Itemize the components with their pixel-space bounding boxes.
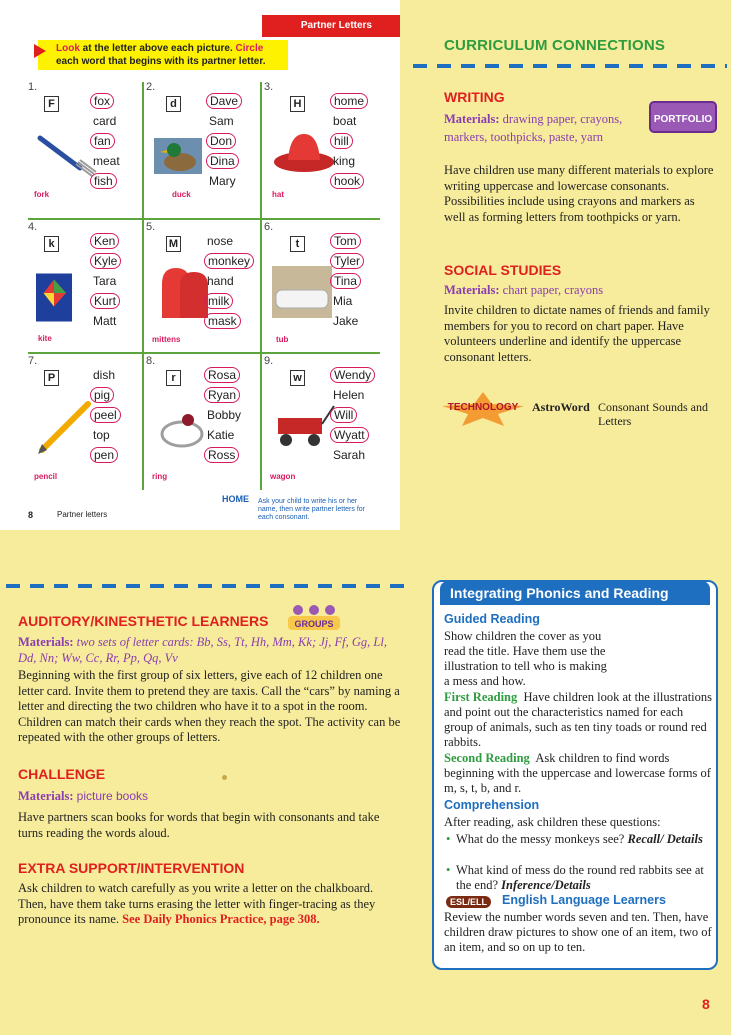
exercise-cell-8 [146,355,270,491]
picture-caption: fork [34,190,50,199]
word-list [90,232,150,332]
picture-caption: duck [172,190,191,199]
social-studies-body: Invite children to dictate names of friends and family members for you to record on chart paper. Have volunteers underline and identify the uppercase consonant letters. [444,303,710,364]
writing-heading: WRITING [444,89,505,105]
word-circled[interactable]: Ryan [204,386,264,406]
extra-support-heading: EXTRA SUPPORT/INTERVENTION [18,860,245,876]
partner-letter: P [44,370,59,386]
grid-divider [28,218,380,220]
groups-badge [286,602,342,632]
word-circled[interactable]: hill [330,132,390,152]
kite-picture [36,264,84,328]
english-learners-heading: English Language Learners [502,893,666,907]
word-circled[interactable]: Wyatt [330,426,390,446]
student-page-number: 8 [28,510,34,520]
comprehension-question-1: • What do the messy monkeys see? Recall/ Details [456,832,718,847]
picture-caption: hat [272,190,284,199]
extra-support-body: Ask children to watch carefully as you write a letter on the chalkboard. Then, have them take turns erasing the letter with finger-tracing as they pronounce its name. See Daily Phonics Practice, page 308. [18,881,376,926]
word-circled[interactable]: home [330,92,390,112]
guided-reading-body: Show children the cover as you read the title. Have them use the illustration to tell who is making a mess and how. [444,629,607,688]
page-folio: 8 [702,996,710,1012]
instruction-keyword-look: Look [56,43,80,54]
word-list [330,366,390,466]
partner-letter: r [166,370,181,386]
portfolio-badge-text: PORTFOLIO [653,114,713,125]
word-list [204,232,264,332]
picture-caption: ring [152,472,168,481]
auditory-kinesthetic-heading: AUDITORY/KINESTHETIC LEARNERS [18,613,269,629]
english-learners-body: Review the number words seven and ten. Then, have children draw pictures to show one of an item, two of an item, and so on up to ten. [444,910,712,954]
word[interactable]: Tara [93,274,117,288]
word-circled[interactable]: Kurt [90,292,150,312]
exercise-number: 8. [146,355,156,367]
home-badge: HOME [222,494,249,504]
picture-caption: kite [38,334,52,343]
word[interactable]: boat [333,114,357,128]
partner-letter: t [290,236,305,252]
word-circled[interactable]: Kyle [90,252,150,272]
word-circled[interactable]: fan [90,132,150,152]
word-circled[interactable]: fish [90,172,150,192]
daily-phonics-link[interactable]: See Daily Phonics Practice, page 308. [122,912,320,926]
instruction-keyword-circle: Circle [235,43,264,54]
exercise-cell-4 [28,221,152,357]
second-reading-heading: Second Reading [444,751,530,765]
picture-caption: pencil [34,472,58,481]
picture-caption: tub [276,335,289,344]
picture-caption: mittens [152,335,181,344]
exercise-cell-2 [146,81,270,217]
exercise-cell-6 [264,221,388,357]
social-studies-heading: SOCIAL STUDIES [444,262,562,278]
first-reading-paragraph: First Reading Have children look at the illustrations and point out the characteristics named for each group of animals, such as ten tiny toads or round red rabbits. [444,690,713,749]
partner-letter: H [290,96,305,112]
word-list [206,92,266,192]
exercise-cell-5 [146,221,270,357]
exercise-number: 7. [28,355,38,367]
social-studies-materials: Materials: chart paper, crayons [444,283,604,297]
phonics-reading-title: Integrating Phonics and Reading [440,581,710,605]
technology-badge [440,390,526,428]
first-reading-heading: First Reading [444,690,518,704]
word[interactable]: top [93,428,110,442]
word[interactable]: Mary [209,174,236,188]
word[interactable]: Bobby [207,408,242,422]
word[interactable]: Sam [209,114,234,128]
word-circled[interactable]: mask [204,312,264,332]
comprehension-intro: After reading, ask children these questions: [444,815,661,829]
instruction-text-mid: at the letter above each picture. [79,43,236,54]
challenge-body: Have partners scan books for words that begin with consonants and take turns reading the words aloud. [18,810,380,840]
technology-product: AstroWord [532,400,590,414]
word-circled[interactable]: Dave [206,92,266,112]
word[interactable]: Jake [333,314,359,328]
word-circled[interactable]: Will [330,406,390,426]
exercise-cell-1 [28,81,152,217]
second-reading-paragraph: Second Reading Ask children to find words beginning with the uppercase and lowercase forms of m, s, t, b, and r. [444,751,711,795]
portfolio-badge [646,96,720,136]
exercise-number: 9. [264,355,274,367]
word-circled[interactable]: Ken [90,232,150,252]
partner-letter: w [290,370,305,386]
word-circled[interactable]: Ross [204,446,264,466]
exercise-number: 6. [264,221,274,233]
wagon-picture [272,394,336,454]
word[interactable]: meat [93,154,120,168]
exercise-number: 5. [146,221,156,233]
curriculum-connections-title: CURRICULUM CONNECTIONS [444,37,666,54]
writing-materials: Materials: drawing paper, crayons, markers, toothpicks, paste, yarn [444,112,623,144]
word-circled[interactable]: Don [206,132,266,152]
exercise-cell-3 [264,81,388,217]
word-list [90,366,150,466]
pointer-arrow-icon [34,44,46,58]
student-page-header [262,15,400,37]
comprehension-question-2: • What kind of mess do the round red rabbits see at the end? Inference/Details [456,863,718,893]
exercise-cell-9 [264,355,388,491]
word-circled[interactable]: Rosa [204,366,264,386]
student-page-label: Partner letters [57,510,108,519]
section-divider [413,64,727,68]
section-divider [6,584,406,588]
word[interactable]: hand [207,274,234,288]
word[interactable]: Sarah [333,448,366,462]
word[interactable]: Matt [93,314,117,328]
comprehension-heading: Comprehension [444,798,540,812]
decorative-dot [222,775,227,780]
word[interactable]: dish [93,368,116,382]
word-circled[interactable]: monkey [204,252,264,272]
word[interactable]: Mia [333,294,353,308]
word-circled[interactable]: pig [90,386,150,406]
word-circled[interactable]: hook [330,172,390,192]
exercise-number: 2. [146,81,156,93]
word-circled[interactable]: Tyler [330,252,390,272]
guided-reading-heading: Guided Reading [444,612,540,626]
word-list [330,232,390,332]
partner-letter: d [166,96,181,112]
word-circled[interactable]: fox [90,92,150,112]
picture-caption: wagon [270,472,296,481]
word-circled[interactable]: peel [90,406,150,426]
exercise-number: 1. [28,81,38,93]
exercise-cell-7 [28,355,152,491]
word-circled[interactable]: Wendy [330,366,390,386]
word-circled[interactable]: Dina [206,152,266,172]
challenge-heading: CHALLENGE [18,766,106,782]
technology-item: Consonant Sounds and Letters [598,400,709,428]
learners-body: Beginning with the first group of six letters, give each of 12 children one letter card. Invite them to pretend they are taxis. Call the “cars” by naming a letter and directing the two children who have it to a spot in the room. Children can match their cards when they reach the spot. The activity can be repeated with the other groups of letters. [18,668,401,744]
word-list [90,92,150,192]
word-circled[interactable]: Tom [330,232,390,252]
word[interactable]: king [333,154,356,168]
word[interactable]: nose [207,234,234,248]
word-list [330,92,390,192]
technology-badge-text: TECHNOLOGY [447,402,519,413]
learners-materials: Materials: two sets of letter cards: Bb, Ss, Tt, Hh, Mm, Kk; Jj, Ff, Gg, Ll, Dd, Nn; Ww, Cc, Rr, Pp, Qq, Vv [18,635,387,665]
challenge-materials: Materials: picture books [18,789,149,803]
partner-letter: k [44,236,59,252]
word-list [204,366,264,466]
student-page [0,0,400,530]
home-note: Ask your child to write his or her name, then write partner letters for each consonant. [258,498,365,521]
student-page-header-text: Partner Letters [300,20,372,31]
word-circled[interactable]: milk [204,292,264,312]
word-circled[interactable]: pen [90,446,150,466]
word[interactable]: Katie [207,428,235,442]
esl-badge: ESL/ELL [446,896,491,908]
instruction-box [38,40,288,70]
word[interactable]: card [93,114,117,128]
tub-picture [272,260,336,320]
exercise-number: 3. [264,81,274,93]
exercise-number: 4. [28,221,38,233]
word[interactable]: Helen [333,388,365,402]
writing-body: Have children use many different materials to explore writing uppercase and lowercase consonants. Possibilities include using crayons and markers as well as forming letters from toothpicks or yarn. [444,163,714,224]
hat-picture [272,120,336,180]
partner-letter: M [166,236,181,252]
partner-letter: F [44,96,59,112]
groups-badge-text: GROUPS [294,619,334,629]
word-circled[interactable]: Tina [330,272,390,292]
instruction-text-post: each word that begins with its partner letter. [56,56,266,67]
